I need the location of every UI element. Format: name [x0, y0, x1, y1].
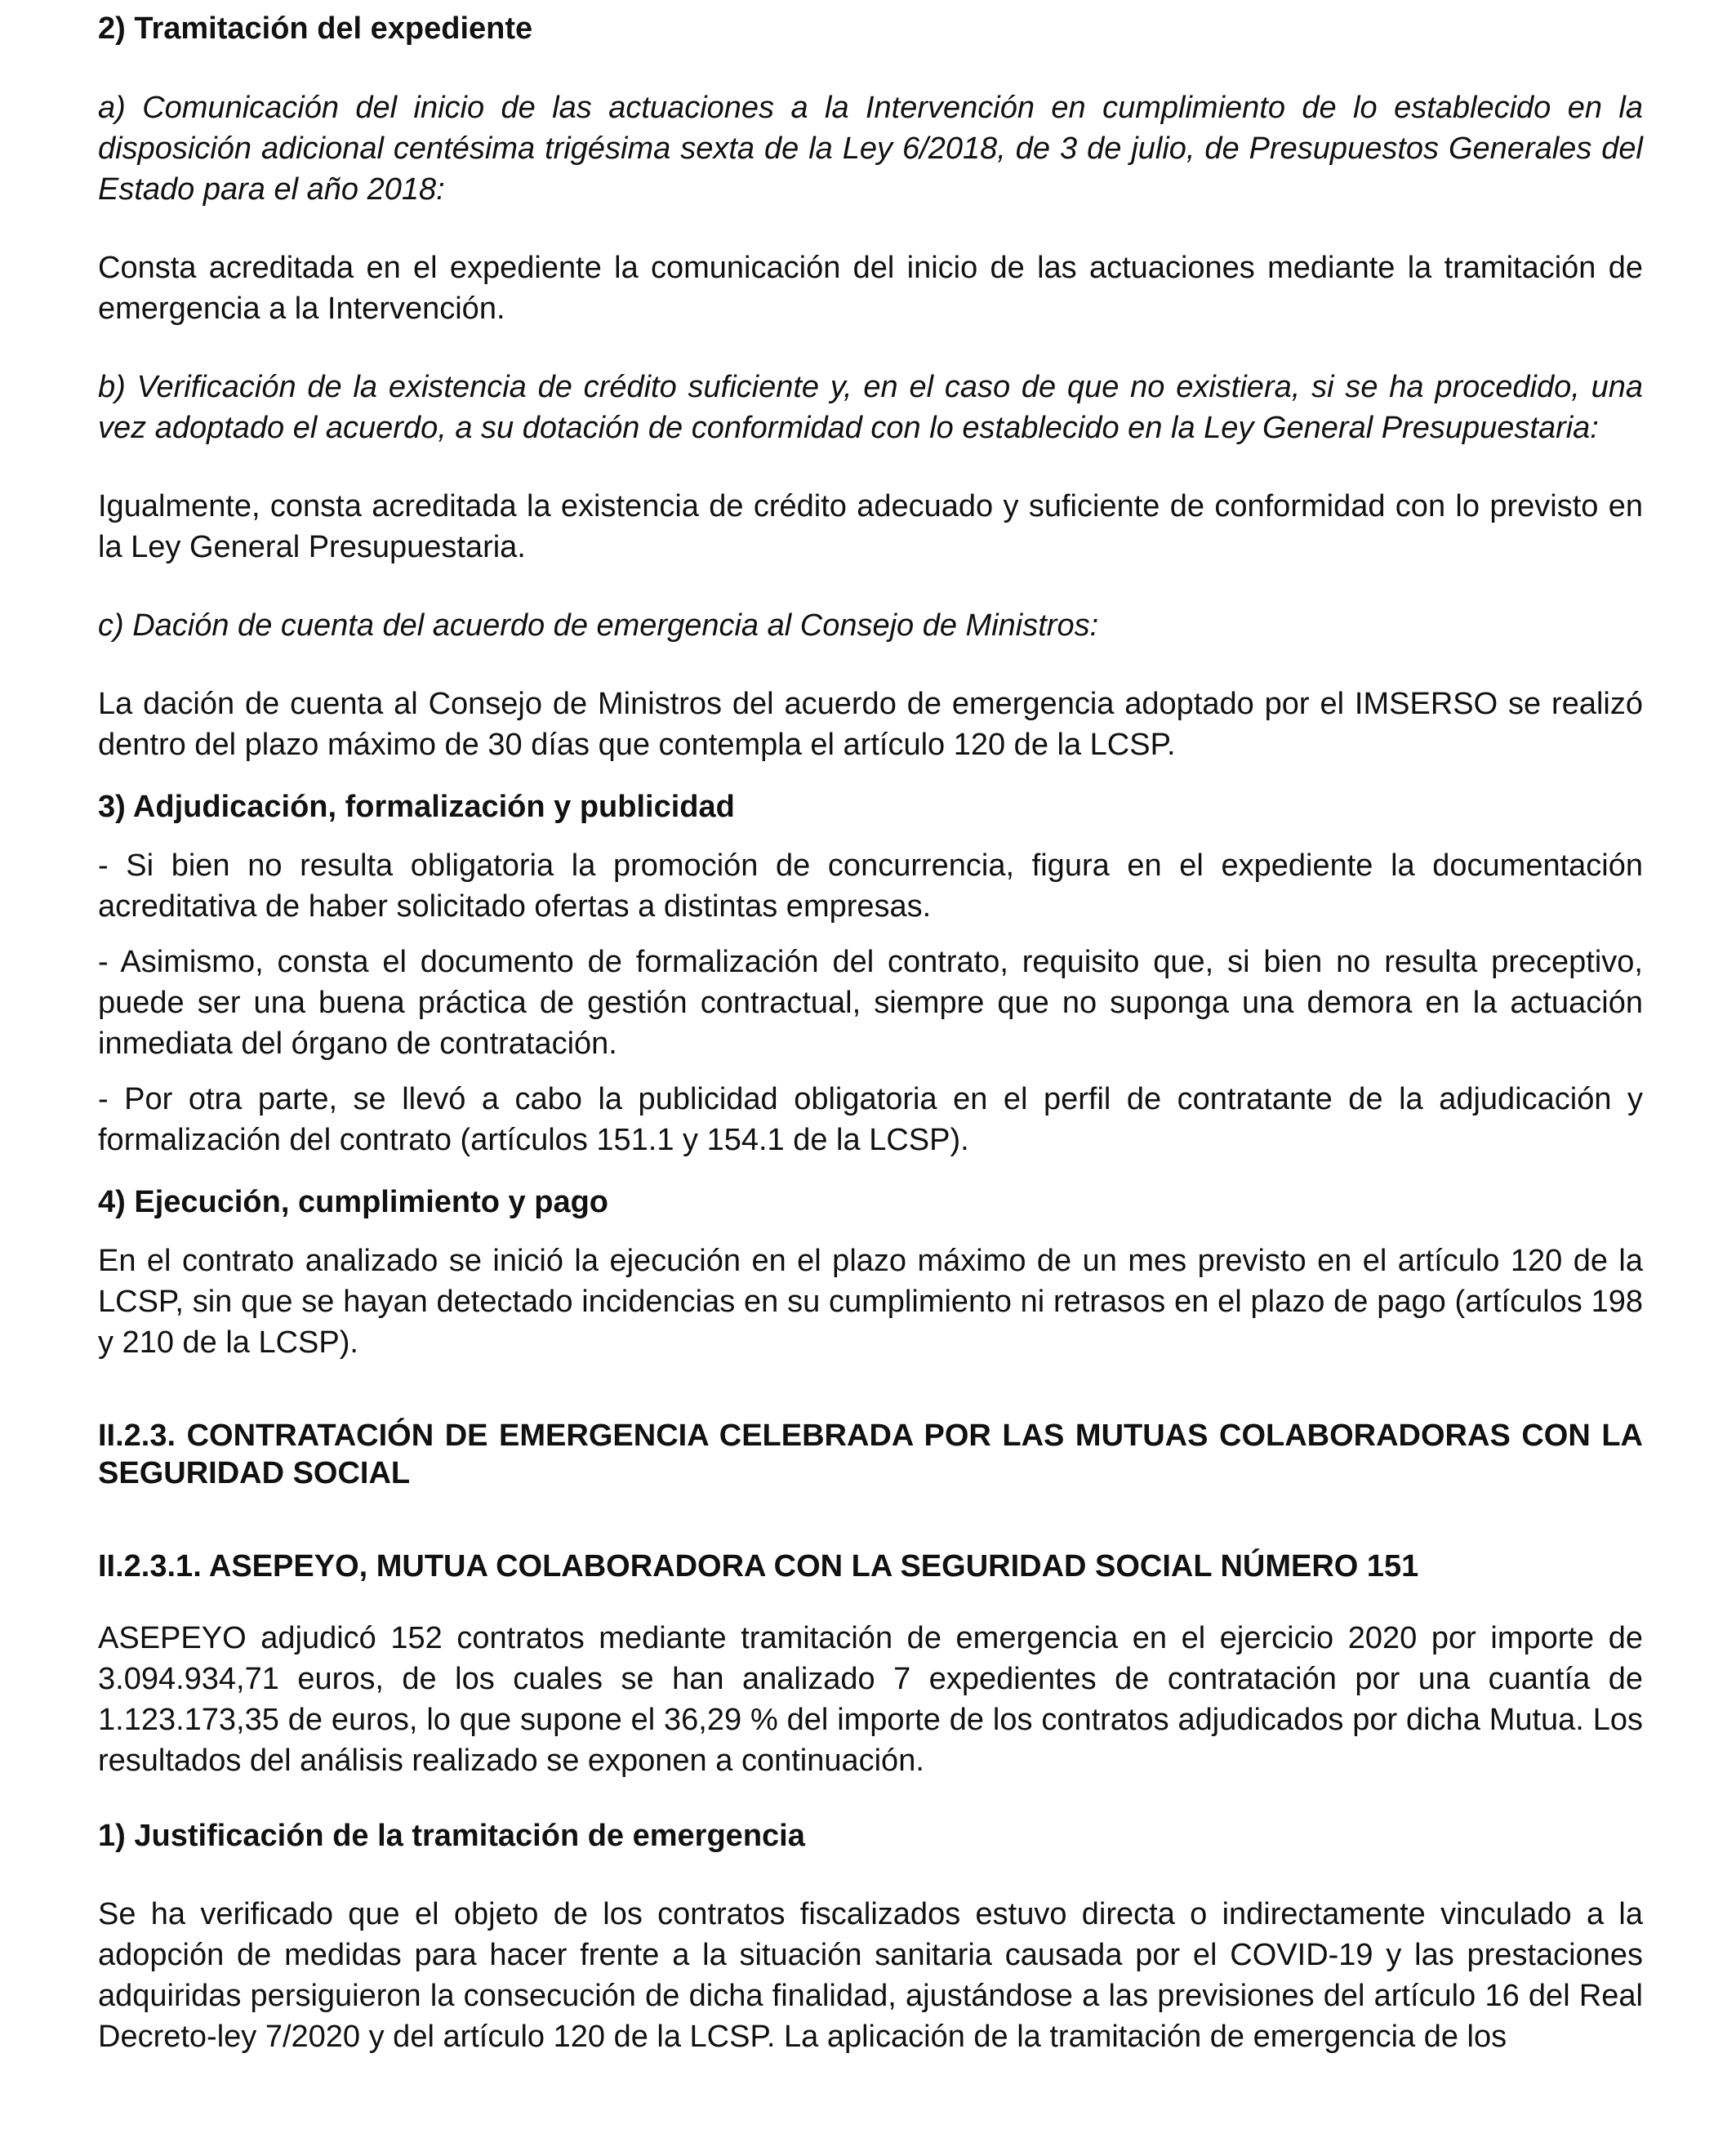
answer-c: La dación de cuenta al Consejo de Ministros del acuerdo de emergencia adoptado por el IMSERSO se realizó dentro del plazo máximo de 30 días que contempla el artículo 120 de la LCSP.: [98, 687, 1643, 762]
paragraph-ejecucion: En el contrato analizado se inició la ejecución en el plazo máximo de un mes previsto en el artículo 120 de la LCSP, sin que se hayan detectado incidencias en su cumplimiento ni retrasos en el plazo de pago (artículos 198 y 210 de la LCSP).: [98, 1244, 1643, 1360]
question-a: a) Comunicación del inicio de las actuaciones a la Intervención en cumplimiento de lo establecido en la disposición adicional centésima trigésima sexta de la Ley 6/2018, de 3 de julio, de Presupuestos Generales del Estado para el año 2018:: [98, 91, 1643, 207]
question-b: b) Verificación de la existencia de crédito suficiente y, en el caso de que no existiera, si se ha procedido, una vez adoptado el acuerdo, a su dotación de conformidad con lo establecido en la Ley General Presupuestaria:: [98, 370, 1643, 445]
paragraph-asepeyo-intro: ASEPEYO adjudicó 152 contratos mediante tramitación de emergencia en el ejercicio 2020 por importe de 3.094.934,71 euros, de los cuales se han analizado 7 expedientes de contratación por una cuantía de 1.123.173,35 de euros, lo que supone el 36,29 % del importe de los contratos adjudicados por dicha Mutua. Los resultados del análisis realizado se exponen a continuación.: [98, 1621, 1643, 1778]
bullet-formalizacion: - Asimismo, consta el documento de formalización del contrato, requisito que, si bien no resulta preceptivo, puede ser una buena práctica de gestión contractual, siempre que no suponga una demora en la actuación inmediata del órgano de contratación.: [98, 945, 1643, 1061]
answer-a: Consta acreditada en el expediente la comunicación del inicio de las actuaciones mediante la tramitación de emergencia a la Intervención.: [98, 251, 1643, 326]
document-page: [98, 8, 1643, 2057]
paragraph-justificacion: Se ha verificado que el objeto de los contratos fiscalizados estuvo directa o indirectamente vinculado a la adopción de medidas para hacer frente a la situación sanitaria causada por el COVID-19 y las prestaciones adquiridas persiguieron la consecución de dicha finalidad, ajustándose a las previsiones del artículo 16 del Real Decreto-ley 7/2020 y del artículo 120 de la LCSP. La aplicación de la tramitación de emergencia de los: [98, 1897, 1643, 2054]
heading-tramitacion: 2) Tramitación del expediente: [98, 11, 533, 46]
subheading-asepeyo: II.2.3.1. ASEPEYO, MUTUA COLABORADORA CON LA SEGURIDAD SOCIAL NÚMERO 151: [98, 1549, 1419, 1583]
chapter-heading-mutuas: II.2.3. CONTRATACIÓN DE EMERGENCIA CELEBRADA POR LAS MUTUAS COLABORADORAS CON LA SEGURIDAD SOCIAL: [98, 1419, 1643, 1490]
answer-b: Igualmente, consta acreditada la existencia de crédito adecuado y suficiente de conformidad con lo previsto en la Ley General Presupuestaria.: [98, 489, 1643, 564]
question-c: c) Dación de cuenta del acuerdo de emergencia al Consejo de Ministros:: [98, 608, 1099, 643]
heading-ejecucion: 4) Ejecución, cumplimiento y pago: [98, 1185, 608, 1219]
heading-adjudicacion: 3) Adjudicación, formalización y publicidad: [98, 790, 735, 824]
bullet-concurrencia: - Si bien no resulta obligatoria la promoción de concurrencia, figura en el expediente la documentación acreditativa de haber solicitado ofertas a distintas empresas.: [98, 849, 1643, 924]
heading-justificacion: 1) Justificación de la tramitación de emergencia: [98, 1819, 805, 1853]
bullet-publicidad: - Por otra parte, se llevó a cabo la publicidad obligatoria en el perfil de contratante de la adjudicación y formalización del contrato (artículos 151.1 y 154.1 de la LCSP).: [98, 1082, 1643, 1157]
